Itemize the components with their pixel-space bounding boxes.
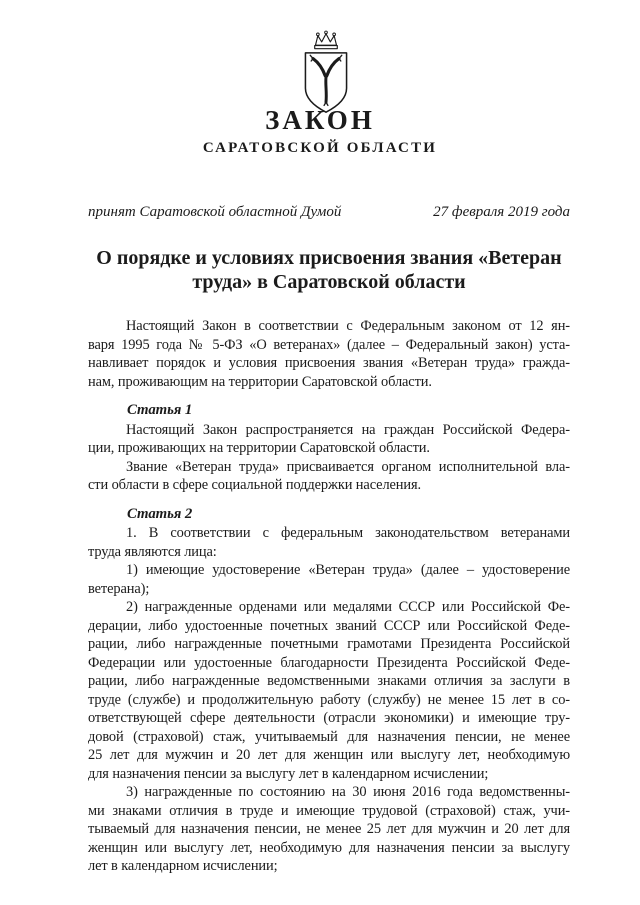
- paragraph: [88, 561, 570, 598]
- article-heading: Статья 2: [127, 505, 193, 522]
- paragraph: [88, 421, 570, 458]
- law-title: [78, 247, 580, 294]
- paragraph: [88, 317, 570, 391]
- text-line: рации, либо награжденные почетными грамотами Президента Российской: [88, 636, 570, 652]
- text-line: ветерана);: [88, 580, 150, 597]
- law-title-line-1: О порядке и условиях присвоения звания «Ветеран: [96, 247, 562, 269]
- paragraph: [88, 783, 570, 876]
- text-line: 25 лет для мужчин и 20 лет для женщин или выслугу лет, необходимую: [88, 747, 570, 763]
- paragraph: [88, 524, 570, 561]
- text-line: Федерации или удостоенные благодарности Президента Российской Феде-: [88, 654, 570, 671]
- text-line: труда являются лица:: [88, 543, 217, 560]
- adopted-by-text: принят Саратовской областной Думой: [88, 204, 342, 220]
- text-line: для назначения пенсии за выслугу лет в календарном исчислении;: [88, 765, 489, 782]
- paragraph: [88, 458, 570, 495]
- text-line: варя 1995 года № 5-ФЗ «О ветеранах» (далее – Федеральный закон) уста-: [88, 336, 570, 353]
- text-line: довой (страховой) стаж, учитываемый для назначения пенсии, не менее: [88, 728, 570, 745]
- text-line: труде (службе) и продолжительную работу (службу) не менее 15 лет в со-: [88, 691, 570, 708]
- text-line: 1. В соответствии с федеральным законодательством ветеранами: [126, 525, 570, 541]
- text-line: тываемый для назначения пенсии, не менее 25 лет для мужчин и 20 лет для: [88, 821, 570, 837]
- text-line: сти области в сфере социальной поддержки населения.: [88, 477, 422, 493]
- document-body: [88, 317, 570, 876]
- text-line: лет в календарном исчислении;: [88, 858, 278, 874]
- text-line: дерации, либо удостоенные почетных званий СССР или Российской Феде-: [88, 617, 570, 634]
- text-line: 3) награжденные по состоянию на 30 июня 2016 года ведомственны-: [126, 784, 570, 800]
- text-line: Настоящий Закон в соответствии с Федеральным законом от 12 ян-: [126, 318, 570, 334]
- adoption-line: [88, 203, 570, 222]
- text-line: навливает порядок и условия присвоения звания «Ветеран труда» гражда-: [88, 355, 570, 371]
- text-line: 2) награжденные орденами или медалями СССР или Российской Фе-: [126, 599, 570, 615]
- text-line: Настоящий Закон распространяется на граждан Российской Федера-: [126, 421, 570, 438]
- adoption-date: 27 февраля 2019 года: [433, 204, 570, 220]
- text-line: ответствующей сфере деятельности (отрасли экономики) и имеющие тру-: [88, 710, 570, 726]
- saratov-coat-of-arms-icon: [301, 28, 351, 116]
- text-line: 1) имеющие удостоверение «Ветеран труда» (далее – удостоверение: [126, 562, 570, 578]
- text-line: ции, проживающих на территории Саратовской области.: [88, 440, 430, 456]
- text-line: Звание «Ветеран труда» присваивается органом исполнительной вла-: [126, 458, 570, 475]
- article-heading: Статья 1: [127, 402, 193, 418]
- text-line: нам, проживающим на территории Саратовской области.: [88, 373, 432, 390]
- text-line: ми знаками отличия в труде и имеющие трудовой (страховой) стаж, учи-: [88, 802, 570, 819]
- paragraph: [88, 598, 570, 783]
- law-title-line-2: труда» в Саратовской области: [192, 270, 466, 293]
- text-line: рации, либо награжденные ведомственными знаками отличия за заслуги в: [88, 673, 570, 689]
- document-kind-title: ЗАКОН: [265, 105, 375, 135]
- text-line: женщин или выслугу лет, необходимую для назначения пенсии за выслугу: [88, 839, 570, 856]
- region-subtitle: САРАТОВСКОЙ ОБЛАСТИ: [202, 140, 438, 156]
